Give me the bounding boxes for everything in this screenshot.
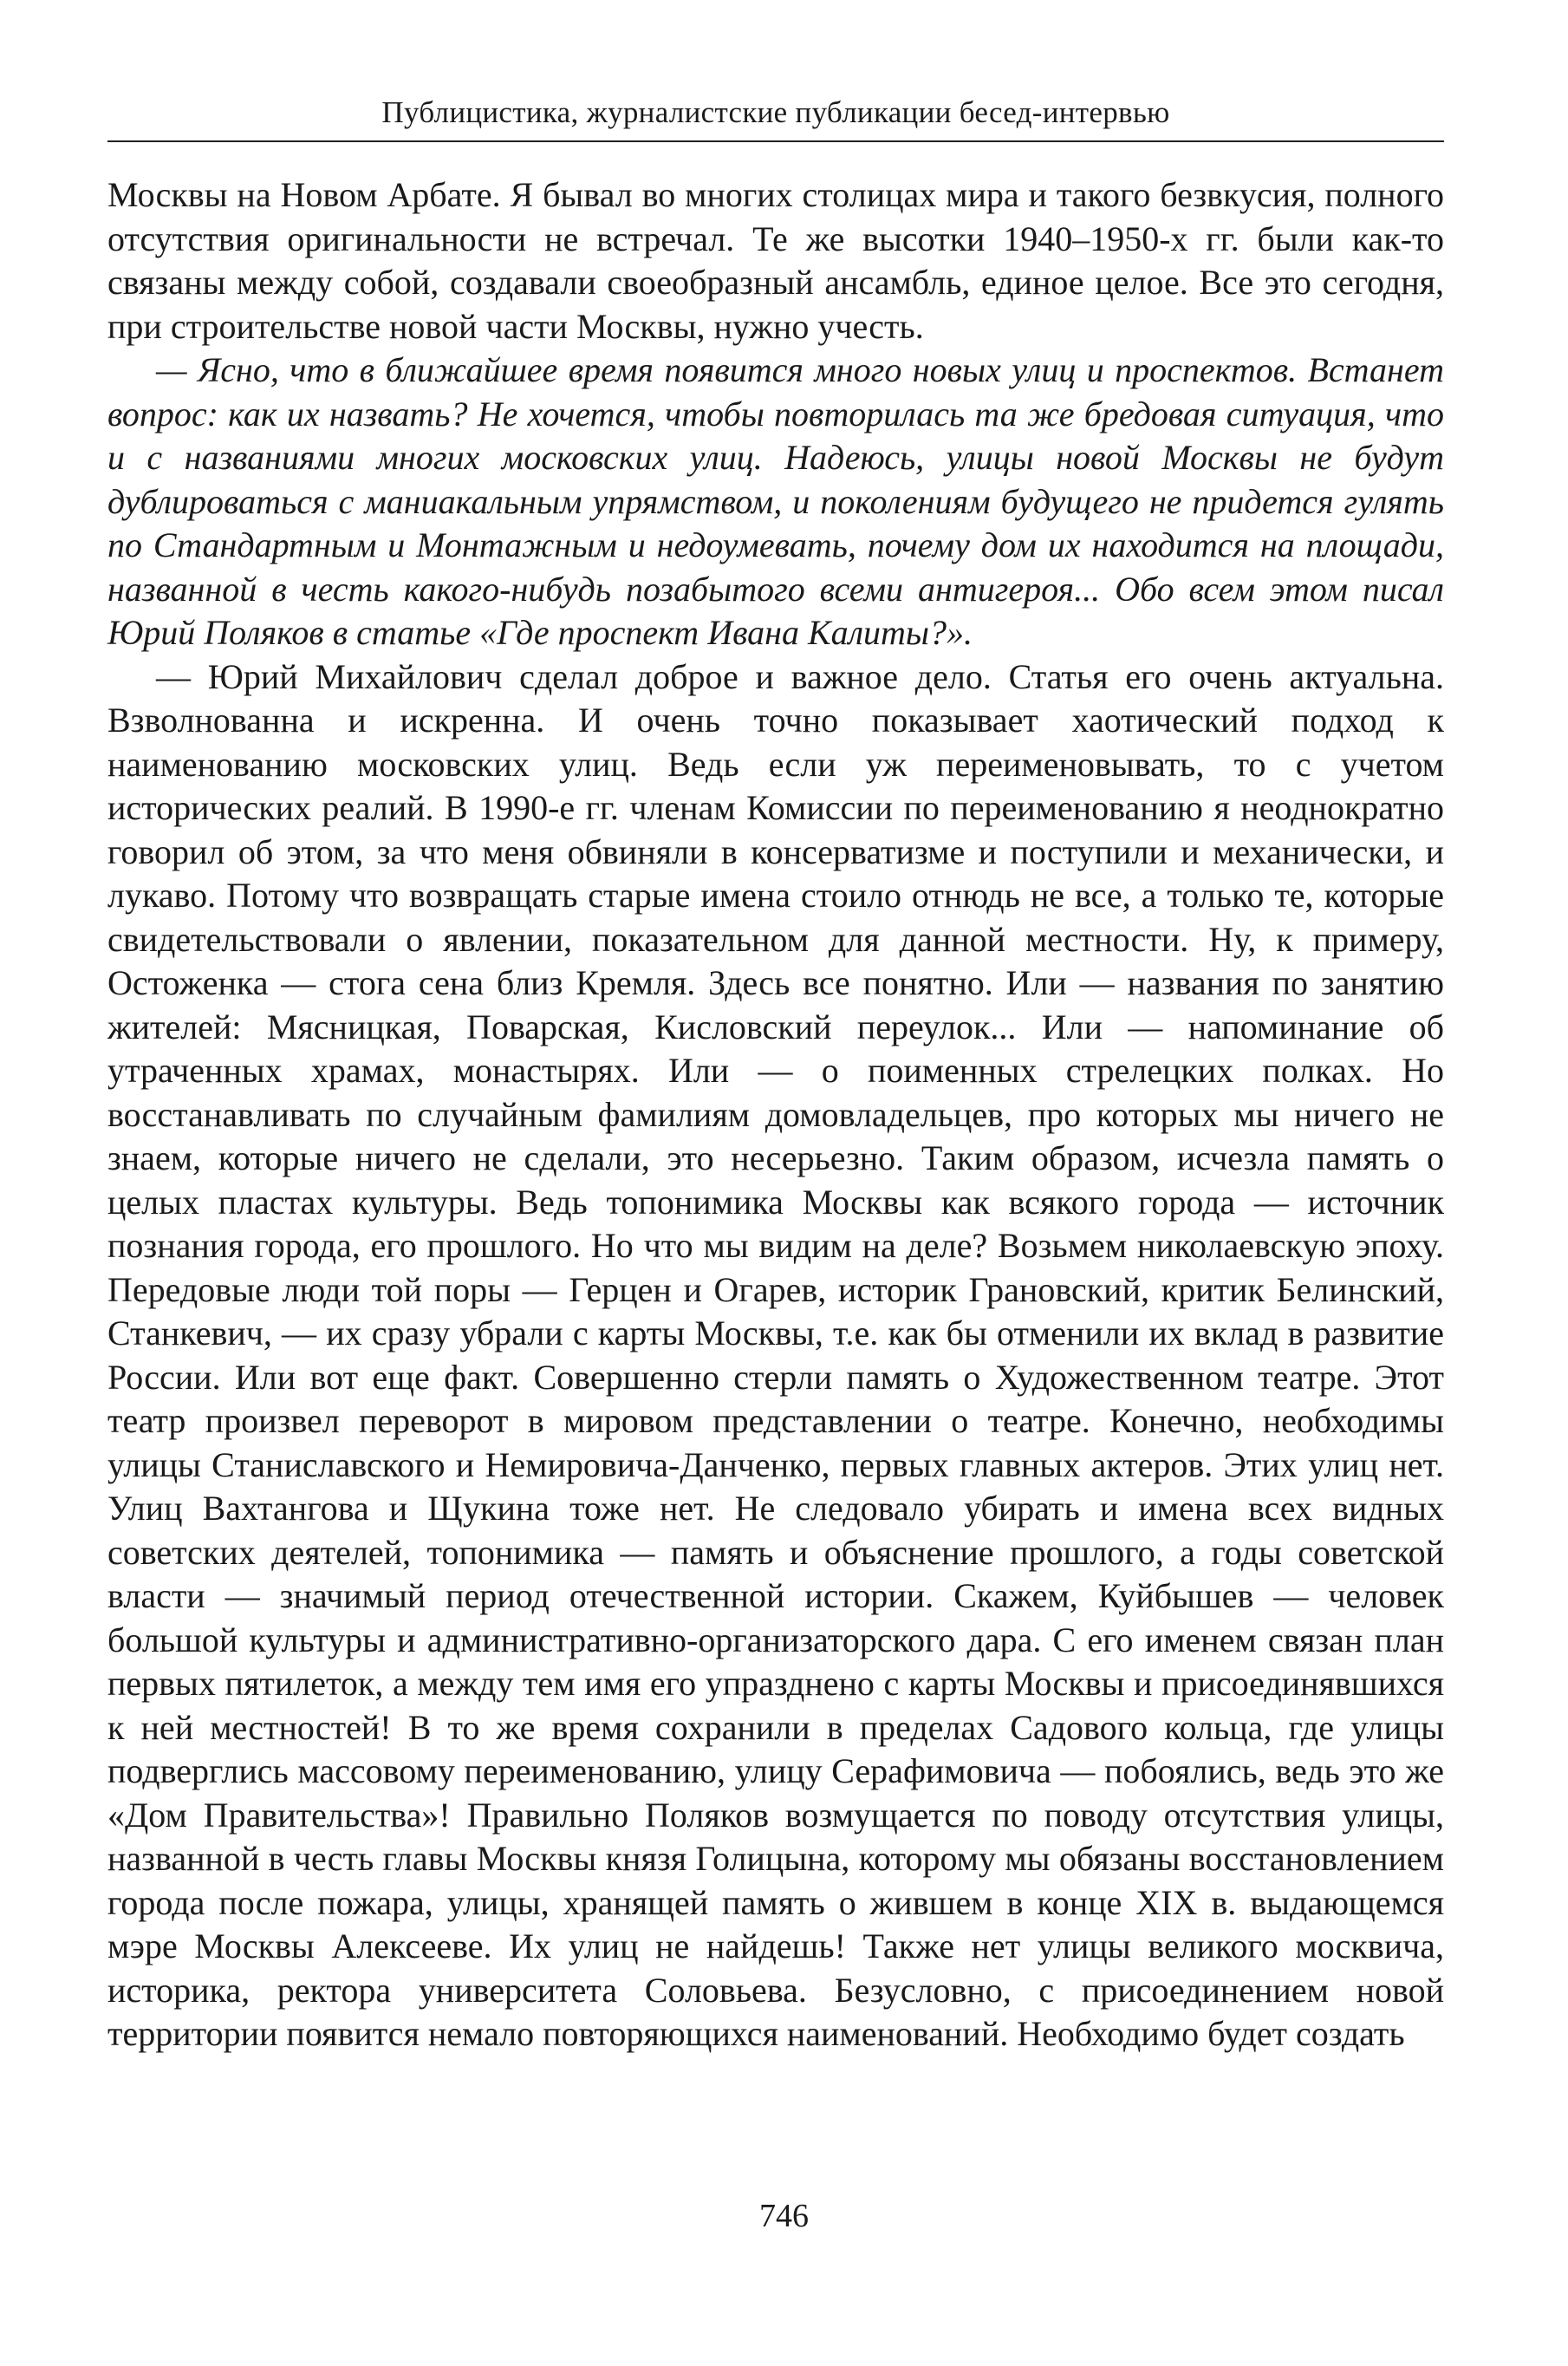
paragraph-answer: — Юрий Михайлович сделал доброе и важное дело. Статья его очень актуальна. Взволнованна и искренна. И очень точно показывает хаотический подход к наименованию московских улиц. Ведь если уж переименовывать, то с учетом исторических реалий. В 1990-е гг. членам Комиссии по переименованию я неоднократно говорил об этом, за что меня обвиняли в консерватизме и поступили и механически, и лукаво. Потому что возвращать старые имена стоило отнюдь не все, а только те, которые свидетельствовали о явлении, показательном для данной местности. Ну, к примеру, Остоженка — стога сена близ Кремля. Здесь все понятно. Или — названия по занятию жителей: Мясницкая, Поварская, Кисловский переулок... Или — напоминание об утраченных храмах, монастырях. Или — о поименных стрелецких полках. Но восстанавливать по случайным фамилиям домовладельцев, про которых мы ничего не знаем, которые ничего не сделали, это несерьезно. Таким образом, исчезла память о целых пластах культуры. Ведь топонимика Москвы как всякого города — источник познания города, его прошлого. Но что мы видим на деле? Возьмем николаевскую эпоху. Передовые люди той поры — Герцен и Огарев, историк Грановский, критик Белинский, Станкевич, — их сразу убрали с карты Москвы, т.е. как бы отменили их вклад в развитие России. Или вот еще факт. Совершенно стерли память о Художественном театре. Этот театр произвел переворот в мировом представлении о театре. Конечно, необходимы улицы Станиславского и Немировича-Данченко, первых главных актеров. Этих улиц нет. Улиц Вахтангова и Щукина тоже нет. Не следовало убирать и имена всех видных советских деятелей, топонимика — память и объяснение прошлого, а годы советской власти — значимый период отечественной истории. Скажем, Куйбышев — человек большой культуры и административно-организаторского дара. С его именем связан план первых пятилеток, а между тем имя его упразднено с карты Москвы и присоединявшихся к ней местностей! В то же время сохранили в пределах Садового кольца, где улицы подверглись массовому переименованию, улицу Серафимовича — побоялись, ведь это же «Дом Правительства»! Правильно Поляков возмущается по поводу отсутствия улицы, названной в честь главы Москвы князя Голицына, которому мы обязаны восстановлением города после пожара, улицы, хранящей память о жившем в конце XIX в. выдающемся мэре Москвы Алексееве. Их улиц не найдешь! Также нет улицы великого москвича, историка, ректора университета Соловьева. Безусловно, с присоединением новой территории появится немало повторяющихся наименований. Необходимо будет создать bbox=[107, 656, 1444, 2053]
header-divider bbox=[107, 140, 1444, 142]
paragraph-continuation: Москвы на Новом Арбате. Я бывал во многих столицах мира и такого безвкусия, полного отсутствия оригинальности не встречал. Те же высотки 1940–1950-х гг. были как-то связаны между собой, создавали своеобразный ансамбль, единое целое. Все это сегодня, при строительстве новой части Москвы, нужно учесть. bbox=[107, 175, 1444, 346]
running-header: Публицистика, журналистские публикации бесед-интервью bbox=[381, 95, 1170, 129]
body-text bbox=[107, 173, 1444, 2056]
page-number: 746 bbox=[759, 2198, 809, 2234]
paragraph-question: — Ясно, что в ближайшее время появится много новых улиц и проспектов. Встанет вопрос: как их назвать? Не хочется, чтобы повторилась та же бредовая ситуация, что и с названиями многих московских улиц. Надеюсь, улицы новой Москвы не будут дублироваться с маниакальным упрямством, и поколениям будущего не придется гулять по Стандартным и Монтажным и недоумевать, почему дом их находится на площади, названной в честь какого-нибудь позабытого всеми антигероя... Обо всем этом писал Юрий Поляков в статье «Где проспект Ивана Калиты?». bbox=[107, 350, 1444, 652]
